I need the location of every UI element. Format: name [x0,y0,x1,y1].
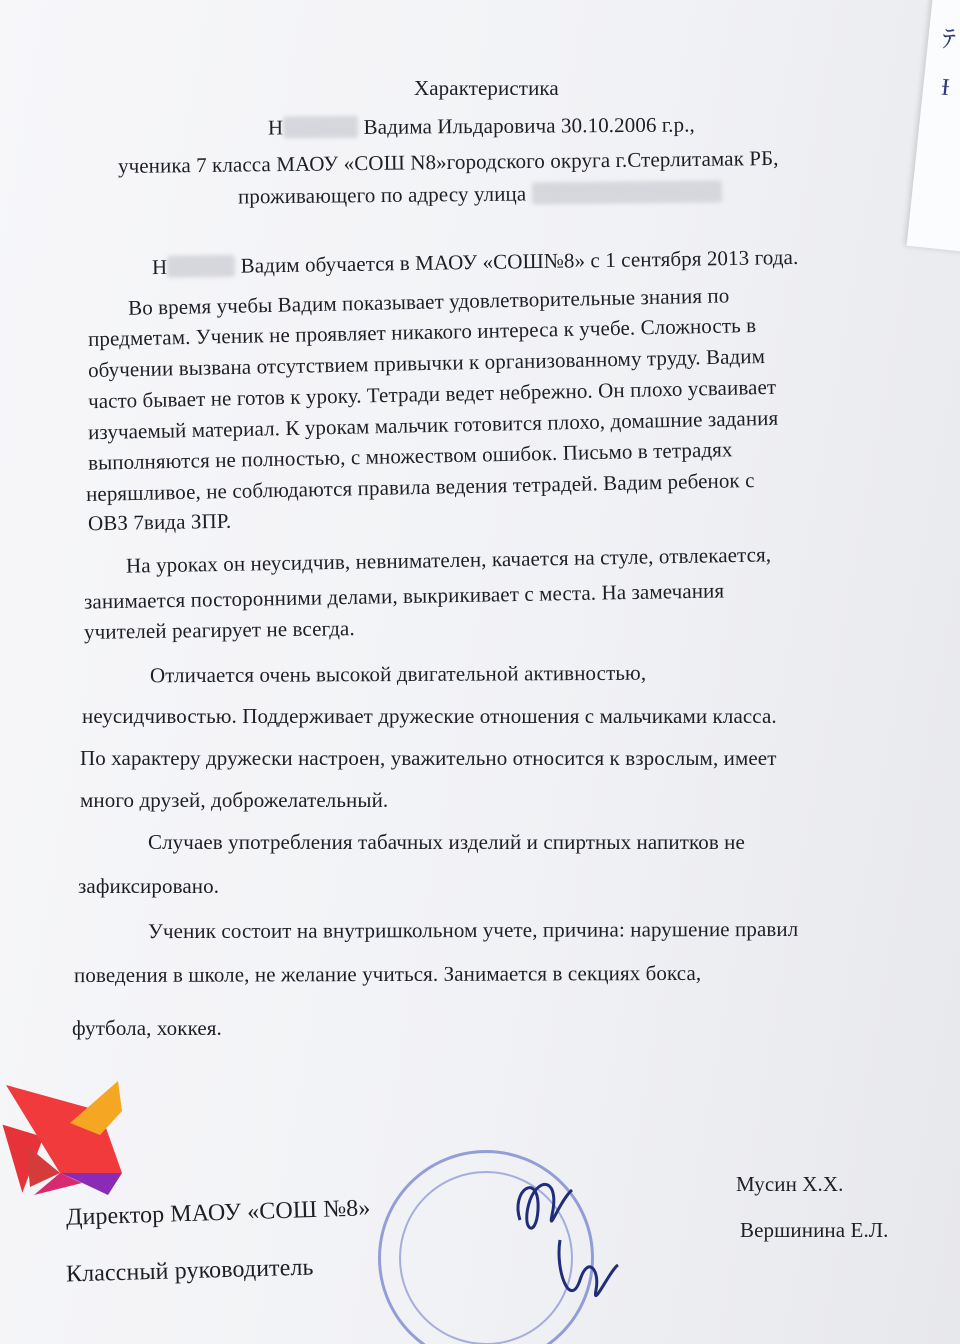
paragraph-3-line: много друзей, доброжелательный. [80,788,389,812]
redacted-address [531,180,721,204]
paragraph-1-line: предметам. Ученик не проявляет никакого интереса к учебе. Сложность в [87,313,757,351]
redacted-surname [167,255,235,278]
paragraph-5-line: поведения в школе, не желание учиться. Занимается в секциях бокса, [73,960,702,988]
teacher-name: Вершинина Е.Л. [740,1218,889,1242]
paragraph-1-line: часто бывает не готов к уроку. Тетради ведет небрежно. Он плохо усваивает [87,374,777,414]
signature-director [500,1160,620,1320]
student-name: Вадима Ильдаровича 30.10.2006 г.р., [363,112,695,139]
paragraph-5-line: Ученик состоит на внутришкольном учете, причина: нарушение правил [147,916,799,944]
handwritten-mark: ﾃ [940,24,957,55]
student-name-line [268,113,695,141]
paragraph-2-line: учителей реагирует не всегда. [83,616,355,644]
address-line [238,179,722,209]
document-title: Характеристика [414,76,559,100]
paragraph-1-line: Во время учебы Вадим показывает удовлетворительные знания по [127,283,730,320]
director-name: Мусин Х.Х. [736,1172,844,1196]
paragraph-3-line: неусидчивостью. Поддерживает дружеские отношения с мальчиками класса. [82,704,777,728]
paragraph-2-line: На уроках он неусидчив, невнимателен, качается на стуле, отвлекается, [125,542,772,578]
student-class-line: ученика 7 класса МАОУ «СОШ N8»городского округа г.Стерлитамак РБ, [117,145,779,179]
paragraph-2-line: занимается посторонними делами, выкрикивает с места. На замечания [83,578,725,614]
redacted-surname [283,116,358,139]
teacher-label: Классный руководитель [65,1254,314,1288]
director-label: Директор МАОУ «СОШ №8» [65,1195,371,1231]
surname-initial: Н [151,254,168,280]
paragraph-4-line: Случаев употребления табачных изделий и спиртных напитков не [148,830,745,854]
paragraph-1-line: обучении вызвана отсутствием привычки к организованному труду. Вадим [87,343,766,383]
paragraph-3-line: Отличается очень высокой двигательной активностью, [149,660,647,688]
intro-line [152,245,799,280]
paragraph-3-line: По характеру дружески настроен, уважительно относится к взрослым, имеет [80,746,777,770]
handwritten-mark: Ɨ [939,74,951,102]
paragraph-1-line: изучаемый материал. К урокам мальчик готовится плохо, домашние задания [87,405,779,445]
paragraph-4-line: зафиксировано. [78,874,220,898]
paragraph-1-line: ОВЗ 7вида ЗПР. [87,508,232,536]
intro-text: Вадим обучается в МАОУ «СОШ№8» с 1 сентября 2013 года. [240,244,799,278]
bird-logo-icon [0,1075,130,1200]
surname-initial: Н [267,115,284,140]
paragraph-1-line: выполняются не полностью, с множеством ошибок. Письмо в тетрадях [87,437,733,475]
address-label: проживающего по адресу улица [237,181,527,209]
paragraph-1-line: неряшливое, не соблюдаются правила ведения тетрадей. Вадим ребенок с [85,468,755,506]
paragraph-5-line: футбола, хоккея. [72,1016,222,1040]
background-sheet [907,0,960,253]
